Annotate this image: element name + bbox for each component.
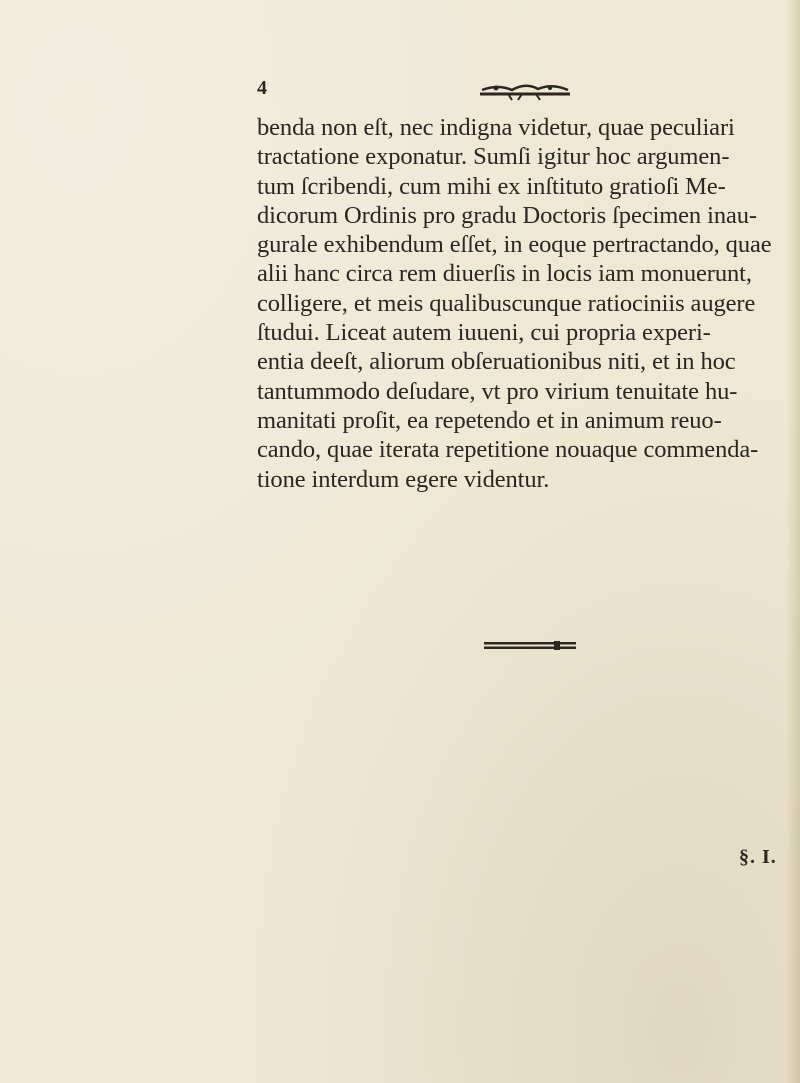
- text-line: ſtudui. Liceat autem iuueni, cui propria experi-: [257, 319, 711, 347]
- text-line: entia deeſt, aliorum obſeruationibus niti, et in hoc: [257, 348, 736, 376]
- text-line: colligere, et meis qualibuscunque ratiociniis augere: [257, 289, 756, 317]
- tailpiece-rule-icon: [484, 641, 576, 650]
- page-edge-shadow: [786, 0, 800, 1083]
- text-line: tione interdum egere videntur.: [257, 465, 550, 493]
- headpiece-ornament-icon: [478, 80, 572, 102]
- text-line: tum ſcribendi, cum mihi ex inſtituto gratioſi Me-: [257, 172, 726, 200]
- text-line: gurale exhibendum eſſet, in eoque pertractando, quae: [257, 231, 772, 259]
- text-line: tantummodo deſudare, vt pro virium tenuitate hu-: [257, 377, 738, 405]
- body-text: [257, 113, 792, 494]
- text-line: tractatione exponatur. Sumſi igitur hoc argumen-: [257, 143, 730, 171]
- text-line: manitati proſit, ea repetendo et in animum reuo-: [257, 406, 722, 434]
- text-line: cando, quae iterata repetitione nouaque commenda-: [257, 436, 759, 464]
- page-number: 4: [257, 77, 267, 99]
- text-line: benda non eſt, nec indigna videtur, quae peculiari: [257, 114, 735, 141]
- catchword: §. I.: [739, 846, 777, 868]
- text-line: dicorum Ordinis pro gradu Doctoris ſpecimen inau-: [257, 201, 757, 229]
- text-line: alii hanc circa rem diuerſis in locis iam monuerunt,: [257, 260, 752, 288]
